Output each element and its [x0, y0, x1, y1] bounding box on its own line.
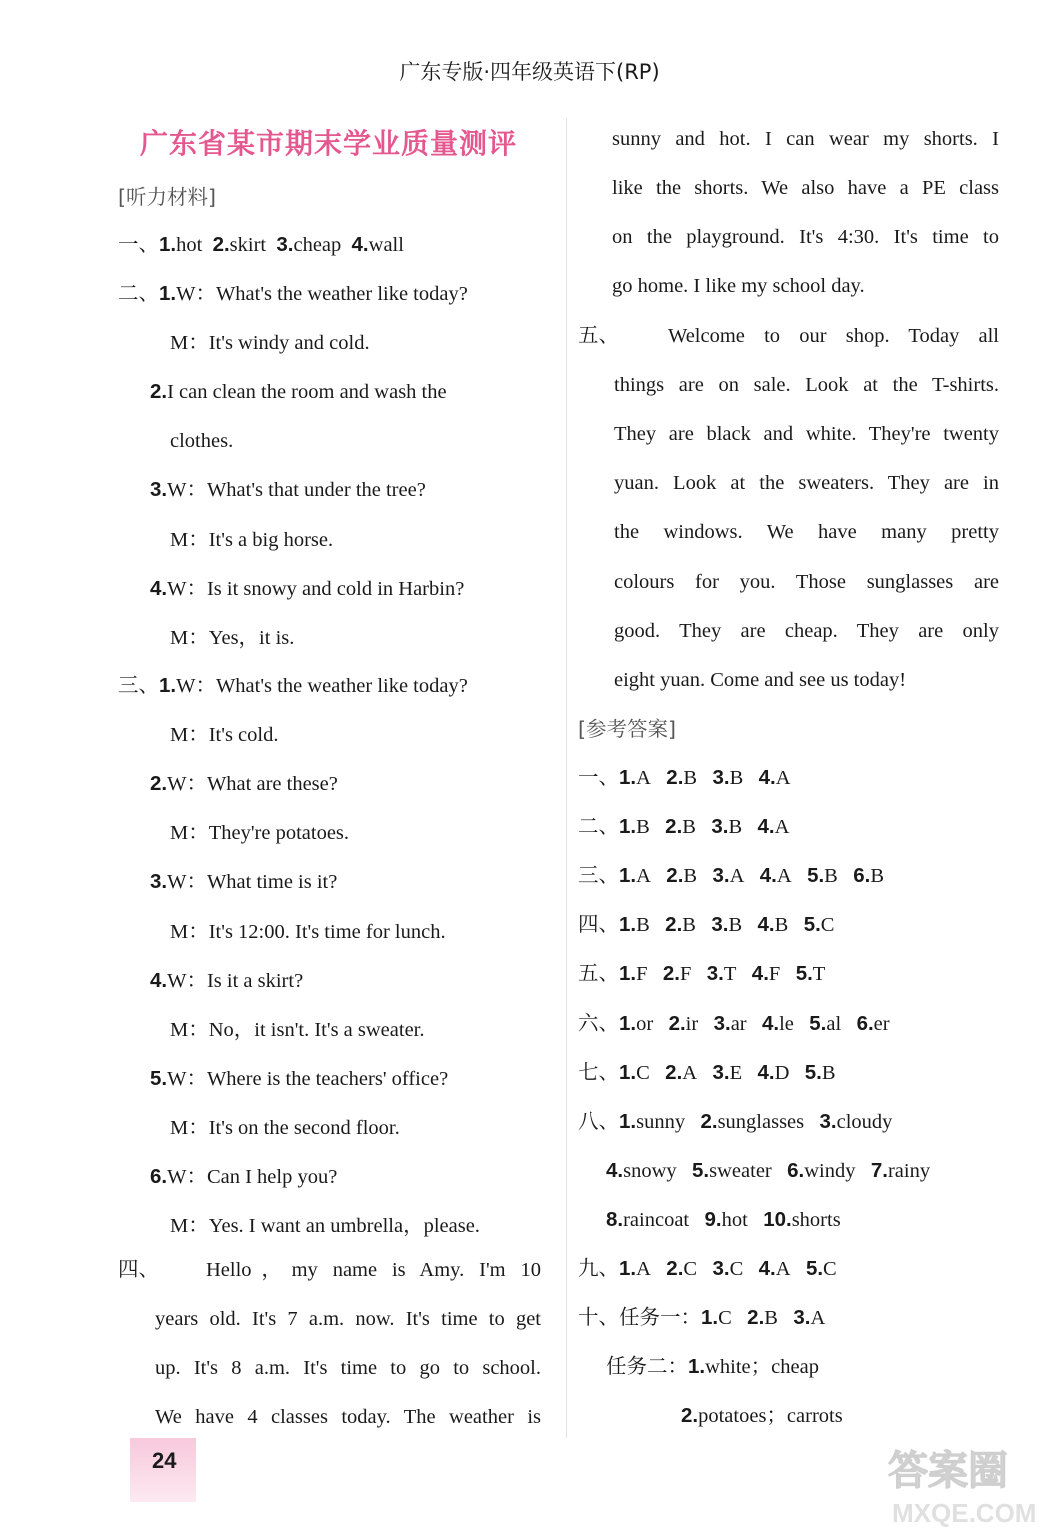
dialog-line — [150, 869, 337, 895]
answer-text: A — [775, 1258, 791, 1280]
item-number: 4. — [757, 815, 775, 839]
answer-row — [606, 1158, 930, 1184]
dialog-text: M：It's cold. — [170, 724, 279, 747]
item-number: 4. — [751, 962, 769, 986]
answer-text: hot — [721, 1208, 748, 1231]
dialog-line — [150, 477, 426, 503]
answer-text: B — [636, 816, 650, 839]
answer-text: A — [682, 1061, 698, 1084]
dialog-text: W：What time is it? — [167, 871, 338, 894]
answer-text: B — [821, 1061, 836, 1084]
answers-tag: [参考答案] — [578, 717, 676, 741]
item-number: 2. — [212, 233, 230, 256]
answer-text: ir — [685, 1012, 699, 1035]
item-number: 1. — [619, 766, 637, 789]
answer-text: B — [870, 865, 885, 888]
answer-text: B — [774, 914, 789, 937]
passage-line: yuan. Look at the sweaters. They are in — [614, 472, 999, 495]
answer-row — [606, 1207, 841, 1233]
item-number: 3. — [712, 1257, 730, 1280]
passage-line: Hello，my name is Amy. I'm 10 — [206, 1259, 541, 1281]
item-number: 2. — [666, 766, 684, 789]
item-number: 2. — [666, 864, 684, 888]
answer-row — [118, 232, 404, 258]
section-label: 一、 — [118, 234, 159, 256]
dialog-line — [170, 919, 446, 945]
item-number: 1. — [159, 282, 177, 305]
item-number: 7. — [870, 1158, 888, 1182]
answer-text: A — [810, 1307, 826, 1330]
section-title: 广东省某市期末学业质量测评 — [140, 127, 518, 160]
answer-text: sunny — [636, 1110, 686, 1133]
answer-text: A — [774, 816, 790, 839]
dialog-line — [150, 576, 464, 602]
item-number: 1. — [619, 962, 637, 986]
answer-row — [578, 961, 825, 987]
item-number: 6. — [853, 864, 871, 888]
answer-text: cloudy — [836, 1110, 893, 1133]
item-number: 2. — [747, 1306, 765, 1330]
answer-text: B — [682, 816, 696, 839]
answer-text: E — [729, 1061, 743, 1084]
dialog-text: W：What's the weather like today? — [176, 283, 468, 305]
item-text: hot — [176, 234, 203, 256]
item-number: 3. — [711, 815, 729, 839]
dialog-line — [150, 379, 447, 405]
item-number: 5. — [692, 1158, 710, 1182]
answer-text: potatoes；carrots — [698, 1405, 843, 1428]
item-number: 5. — [809, 1011, 827, 1035]
section-label: 六、 — [578, 1012, 619, 1035]
answer-text: B — [682, 914, 696, 937]
section-label: 四、 — [118, 1259, 159, 1281]
item-number: 3. — [712, 766, 730, 789]
item-number: 1. — [701, 1306, 719, 1330]
item-number: 4. — [150, 576, 168, 600]
item-number: 5. — [803, 913, 821, 937]
passage-line: We have 4 classes today. The weather is — [155, 1406, 541, 1429]
dialog-text: M：They're potatoes. — [170, 822, 350, 845]
passage-line: colours for you. Those sunglasses are — [614, 570, 999, 593]
item-number: 1. — [619, 1257, 637, 1280]
answer-text: white；cheap — [705, 1356, 819, 1379]
dialog-line — [170, 1213, 480, 1239]
answer-text: or — [636, 1012, 654, 1035]
dialog-text: M：It's 12:00. It's time for lunch. — [170, 920, 446, 943]
answer-text: ar — [730, 1012, 747, 1035]
item-number: 1. — [619, 815, 637, 839]
dialog-text: I can clean the room and wash the — [167, 381, 447, 404]
answer-row — [606, 1354, 819, 1380]
section-label: 八、 — [578, 1110, 619, 1133]
dialog-line — [170, 1017, 425, 1043]
item-number: 4. — [606, 1158, 624, 1182]
column-divider — [566, 118, 567, 1438]
passage-line: like the shorts. We also have a PE class — [612, 177, 999, 200]
item-number: 1. — [619, 1060, 637, 1084]
watermark-logo — [880, 1436, 1050, 1530]
dialog-line — [150, 1066, 448, 1092]
answer-text: F — [636, 963, 648, 986]
section-label: 一、 — [578, 767, 619, 789]
answer-text: C — [823, 1258, 837, 1280]
answer-text: C — [820, 914, 835, 937]
item-number: 5. — [807, 864, 825, 888]
dialog-line — [170, 527, 333, 553]
item-number: 5. — [805, 1257, 824, 1280]
answer-text: B — [824, 865, 838, 888]
item-number: 3. — [150, 478, 168, 502]
section-label: 四、 — [578, 914, 619, 937]
item-number: 4. — [758, 1257, 776, 1280]
dialog-line — [118, 673, 468, 699]
item-number: 5. — [795, 962, 813, 986]
answer-text: sweater — [709, 1159, 772, 1182]
section-label: 十、任务一： — [578, 1307, 701, 1330]
passage-line: eight yuan. Come and see us today! — [614, 668, 907, 691]
item-number: 4. — [759, 864, 777, 888]
item-number: 2. — [700, 1109, 718, 1133]
passage-line: up. It's 8 a.m. It's time to go to school. — [155, 1357, 541, 1380]
dialog-text: M：No，it isn't. It's a sweater. — [170, 1018, 425, 1041]
dialog-line — [118, 281, 468, 307]
dialog-line — [170, 722, 278, 748]
item-number: 2. — [681, 1404, 699, 1428]
passage-line: on the playground. It's 4:30. It's time to — [612, 226, 999, 249]
answer-text: C — [683, 1258, 698, 1280]
item-number: 2. — [665, 1060, 683, 1084]
item-number: 6. — [787, 1158, 805, 1182]
dialog-text: W：Is it a skirt? — [167, 969, 304, 992]
answer-text: sunglasses — [717, 1110, 805, 1133]
answer-row — [578, 1011, 890, 1037]
dialog-line — [150, 1164, 337, 1190]
passage-line: Welcome to our shop. Today all — [668, 325, 999, 347]
item-number: 4. — [762, 1011, 780, 1035]
item-number: 1. — [159, 674, 177, 697]
answer-text: F — [768, 963, 781, 986]
answer-row — [578, 863, 884, 889]
answer-row — [578, 1256, 837, 1282]
item-number: 3. — [711, 913, 729, 937]
passage-line: sunny and hot. I can wear my shorts. I — [612, 128, 999, 150]
watermark-bottom: MXQE.COM — [892, 1498, 1037, 1528]
answer-text: B — [636, 914, 650, 937]
dialog-line — [170, 330, 370, 356]
answer-text: B — [728, 816, 743, 839]
item-number: 2. — [665, 913, 683, 937]
dialog-line — [150, 771, 338, 797]
dialog-line — [170, 820, 349, 846]
section-label: 二、 — [118, 283, 159, 305]
answer-row — [578, 765, 791, 791]
item-number: 5. — [150, 1066, 168, 1090]
answer-text: T — [723, 963, 737, 986]
listening-tag: [听力材料] — [118, 185, 216, 209]
answer-text: A — [775, 767, 791, 789]
dialog-line — [150, 968, 303, 994]
dialog-text: W：What's that under the tree? — [167, 479, 426, 502]
passage-line: things are on sale. Look at the T-shirts. — [614, 374, 999, 397]
item-number: 2. — [150, 772, 168, 796]
item-number: 6. — [856, 1011, 874, 1035]
answer-text: raincoat — [623, 1208, 690, 1231]
item-number: 2. — [150, 380, 168, 404]
answer-row — [681, 1403, 843, 1429]
page-header: 广东专版·四年级英语下(RP) — [399, 60, 660, 84]
section-label: 九、 — [578, 1258, 619, 1280]
answer-text: A — [729, 865, 745, 888]
item-number: 4. — [150, 968, 168, 992]
dialog-text: M：Yes. I want an umbrella，please. — [170, 1215, 480, 1238]
section-label: 五、 — [578, 963, 619, 986]
item-number: 5. — [804, 1060, 822, 1084]
dialog-text: M：It's a big horse. — [170, 528, 334, 551]
answer-text: B — [683, 865, 698, 888]
passage-line: go home. I like my school day. — [612, 275, 865, 298]
item-number: 3. — [819, 1109, 837, 1133]
dialog-text: clothes. — [170, 430, 234, 453]
item-number: 4. — [758, 766, 776, 789]
dialog-text: M：Yes，it is. — [170, 626, 295, 649]
dialog-line — [170, 1115, 400, 1141]
answer-text: A — [636, 1258, 651, 1280]
watermark-top: 答案圈 — [888, 1448, 1008, 1494]
item-number: 3. — [712, 864, 730, 888]
item-text: cheap — [293, 234, 342, 256]
answer-row — [578, 1305, 825, 1331]
section-label: 七、 — [578, 1061, 619, 1084]
section-label: 二、 — [578, 816, 619, 839]
page-number: 24 — [152, 1448, 177, 1473]
item-number: 3. — [706, 962, 724, 986]
section-label: 三、 — [578, 865, 619, 888]
answer-text: B — [728, 914, 743, 937]
answer-text: snowy — [623, 1159, 677, 1182]
answer-row — [578, 912, 834, 938]
item-number: 2. — [666, 1257, 684, 1280]
answer-text: windy — [804, 1159, 856, 1182]
answer-text: rainy — [887, 1159, 931, 1182]
item-number: 3. — [276, 233, 294, 256]
passage-line: years old. It's 7 a.m. now. It's time to get — [155, 1308, 541, 1331]
item-number: 9. — [704, 1207, 722, 1231]
answer-text: le — [779, 1012, 794, 1035]
answer-text: T — [812, 963, 826, 986]
item-number: 3. — [713, 1011, 731, 1035]
item-number: 10. — [763, 1207, 792, 1231]
answer-text: B — [683, 767, 698, 789]
passage-line: good. They are cheap. They are only — [614, 619, 999, 642]
section-label: 任务二： — [606, 1356, 688, 1379]
answer-text: D — [774, 1061, 790, 1084]
item-number: 8. — [606, 1207, 624, 1231]
dialog-text: W：What's the weather like today? — [176, 675, 468, 697]
item-number: 6. — [150, 1165, 168, 1188]
section-label: 五、 — [578, 325, 619, 347]
item-number: 1. — [619, 1109, 637, 1133]
dialog-text: M：It's on the second floor. — [170, 1116, 400, 1139]
dialog-text: M：It's windy and cold. — [170, 332, 370, 355]
answer-text: A — [636, 865, 651, 888]
answer-text: C — [718, 1307, 732, 1330]
item-number: 2. — [668, 1011, 686, 1035]
answer-text: er — [873, 1012, 890, 1035]
dialog-text: W：What are these? — [167, 773, 338, 796]
answer-text: A — [776, 865, 792, 888]
item-number: 1. — [619, 913, 637, 937]
passage-line: the windows. We have many pretty — [614, 521, 999, 544]
item-number: 1. — [159, 233, 177, 256]
answer-text: C — [636, 1061, 650, 1084]
answer-text: B — [729, 767, 744, 789]
answer-text: C — [729, 1258, 744, 1280]
item-number: 3. — [793, 1306, 811, 1330]
section-label: 三、 — [118, 675, 159, 697]
item-number: 2. — [665, 815, 683, 839]
answer-text: shorts — [791, 1208, 841, 1231]
answer-row — [578, 1109, 892, 1135]
answer-text: A — [636, 767, 651, 789]
item-number: 3. — [150, 870, 168, 894]
dialog-line — [170, 428, 233, 454]
item-number: 2. — [662, 962, 680, 986]
dialog-text: W：Can I help you? — [167, 1166, 338, 1188]
answer-text: B — [764, 1307, 778, 1330]
dialog-line — [170, 625, 294, 651]
dialog-text: W：Where is the teachers' office? — [167, 1067, 449, 1090]
item-number: 4. — [757, 913, 775, 937]
item-number: 3. — [712, 1060, 730, 1084]
passage-line: They are black and white. They're twenty — [614, 423, 999, 446]
item-number: 4. — [757, 1060, 775, 1084]
item-number: 1. — [619, 1011, 637, 1035]
answer-row — [578, 814, 789, 840]
answer-text: al — [826, 1012, 842, 1035]
dialog-text: W：Is it snowy and cold in Harbin? — [167, 577, 465, 600]
item-number: 1. — [688, 1355, 706, 1379]
item-number: 4. — [351, 233, 369, 256]
answer-row — [578, 1060, 836, 1086]
item-text: wall — [368, 234, 404, 256]
item-number: 1. — [619, 864, 637, 888]
answer-text: F — [680, 963, 692, 986]
item-text: skirt — [229, 234, 267, 256]
